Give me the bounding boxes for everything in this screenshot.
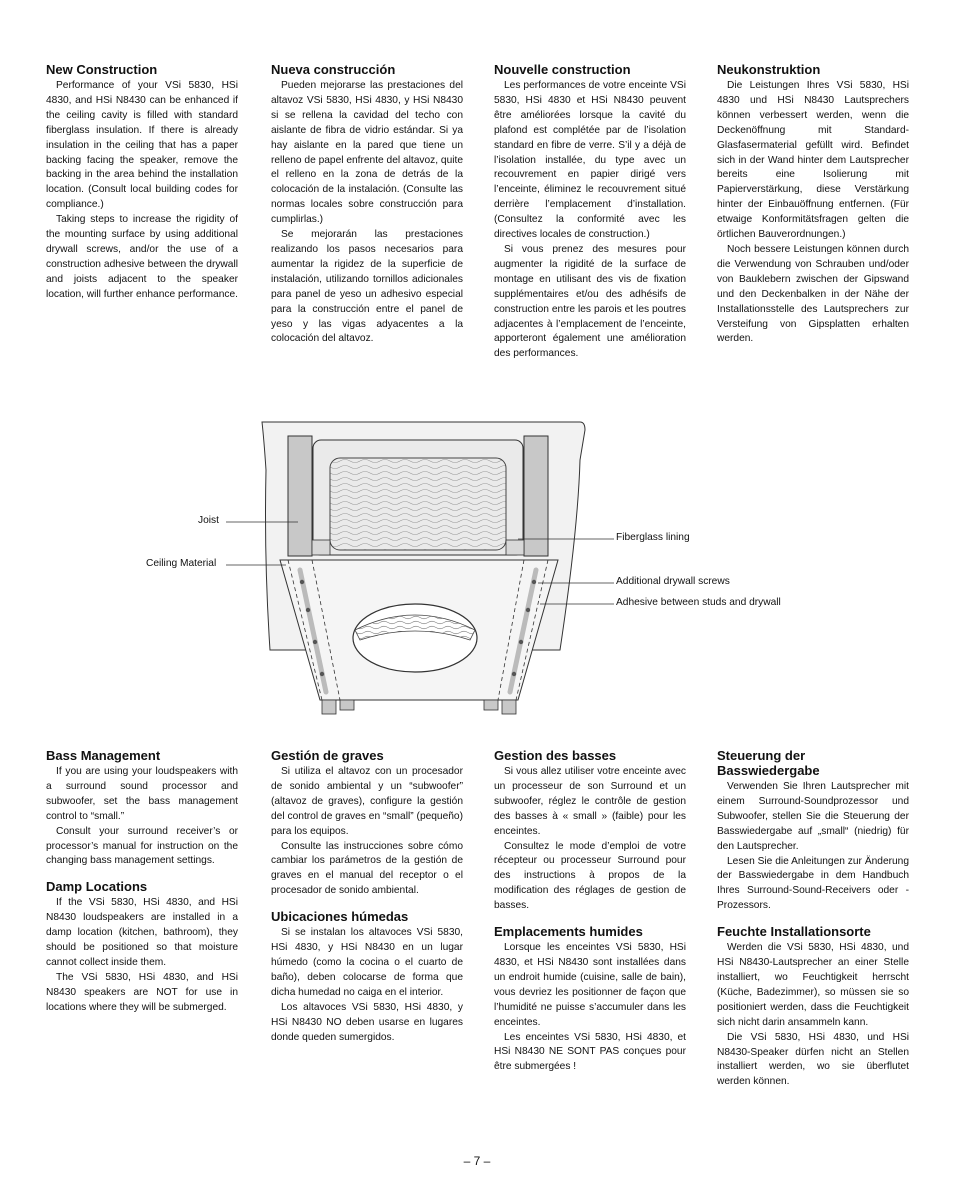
section-title: Feuchte Installationsorte: [717, 924, 871, 940]
paragraph: Si utiliza el altavoz con un procesador de sonido ambiental y un “subwoofer” (altavoz de graves), configure la gestión del control de graves en “small” (pequeño) para los equipos.: [271, 766, 463, 837]
section-bass-management-es: [271, 748, 463, 899]
column-bottom-es: [271, 748, 463, 1045]
paragraph: Verwenden Sie Ihren Lautsprecher mit einem Surround-Soundprozessor und Subwoofer, stellen Sie die Steuerung der Basswiedergabe auf „small“ (niedrig) für den Lautsprecher.: [717, 781, 909, 852]
installation-diagram: [140, 410, 820, 730]
section-new-construction-de: [717, 62, 909, 347]
column-bottom-de: [717, 748, 909, 1090]
section-title: Ubicaciones húmedas: [271, 909, 409, 925]
section-bass-management-fr: [494, 748, 686, 914]
section-new-construction-es: [271, 62, 463, 347]
section-damp-locations-fr: [494, 924, 686, 1075]
paragraph: Lorsque les enceintes VSi 5830, HSi 4830, et HSi N8430 sont installées dans un endroit humide (cuisine, salle de bain), vous devriez les positionner de façon que l’humidité ne puisse s’accumuler dans les enceintes.: [494, 942, 686, 1028]
section-bass-management-en: [46, 748, 238, 869]
section-title: Nouvelle construction: [494, 62, 631, 77]
paragraph: Les performances de votre enceinte VSi 5830, HSi 4830 et HSi N8430 peuvent être améliorées lorsque la cavité du plafond est complétée par de l’isolation standard en fibre de verre. S’il y a déjà de l’isolation installée, du type avec un recouvrement en papier dirigé vers l’enceinte, éliminez le recouvrement situé derrière l’emplacement d’installation. (Consultez la conformité avec les directives locales de construction.): [494, 80, 686, 241]
fiberglass-lining: [330, 458, 506, 550]
paragraph: If the VSi 5830, HSi 4830, and HSi N8430 loudspeakers are installed in a damp location (kitchen, bathroom), they should be positioned so that moisture cannot collect inside them.: [46, 897, 238, 968]
paragraph: Si vous prenez des mesures pour augmenter la rigidité de la surface de montage en utilisant des vis de fixation supplémentaires et/ou des adhésifs de construction entre les parois et les poutres adjacentes à l’emplacement de l’enceinte, apporteront également une amélioration des performances.: [494, 243, 686, 360]
paragraph: Consulte las instrucciones sobre cómo cambiar los parámetros de la gestión de graves en el manual del receptor o el procesador de sonido ambiental.: [271, 840, 463, 897]
section-title: Nueva construcción: [271, 62, 396, 77]
section-title: New Construction: [46, 62, 158, 77]
section-damp-locations-de: [717, 924, 909, 1090]
section-bass-management-de: [717, 748, 909, 914]
installation-diagram-drawing: [140, 410, 820, 730]
paragraph: The VSi 5830, HSi 4830, and HSi N8430 speakers are NOT for use in locations where they will be submerged.: [46, 971, 238, 1013]
column-bottom-fr: [494, 748, 686, 1075]
column-bottom-en: [46, 748, 238, 1016]
section-title: Gestion des basses: [494, 748, 617, 763]
label-drywall-screws: Additional drywall screws: [616, 576, 730, 587]
section-damp-locations-es: [271, 909, 463, 1045]
label-ceiling-material: Ceiling Material: [146, 558, 217, 569]
paragraph: Los altavoces VSi 5830, HSi 4830, y HSi N8430 NO deben usarse en lugares donde queden sumergidos.: [271, 1001, 463, 1043]
paragraph: Se mejorarán las prestaciones realizando los pasos necesarios para aumentar la rigidez de la superficie de instalación, utilizando tornillos adicionales para panel de yeso un adhesivo especial para la construcción entre el panel de yeso y las vigas adyacentes a la colocación del altavoz.: [271, 229, 463, 345]
paragraph: Performance of your VSi 5830, HSi 4830, and HSi N8430 can be enhanced if the ceiling cavity is filled with standard fiberglass insulation. If there is already insulation in the ceiling that has a paper backing facing the speaker, remove the backing in the area behind the installation location. (Consult local building codes for compliance.): [46, 80, 238, 211]
paragraph: Lesen Sie die Anleitungen zur Änderung der Basswiedergabe in dem Handbuch Ihres Surround-Sound-Receivers oder -Prozessors.: [717, 855, 909, 912]
paragraph: Les enceintes VSi 5830, HSi 4830, et HSi N8430 NE SONT PAS conçues pour être submergées !: [494, 1031, 686, 1073]
paragraph: Die VSi 5830, HSi 4830, und HSi N8430-Speaker dürfen nicht an Stellen installiert werden, wo sie überflutet werden können.: [717, 1031, 909, 1088]
paragraph: Consult your surround receiver’s or processor’s manual for instruction on the changing bass management settings.: [46, 825, 238, 867]
paragraph: Pueden mejorarse las prestaciones del altavoz VSi 5830, HSi 4830, y HSi N8430 si se rellena la cavidad del techo con aislante de fibra de vidrio estándar. Si ya hay aislante en la pared que tiene un relleno de papel enfrente del altavoz, quite el relleno en la zona de detrás de la colocación de la instalación. (Consulte las normas locales sobre construcción para cumplirlas.): [271, 80, 464, 226]
section-damp-locations-en: [46, 879, 238, 1015]
label-adhesive: Adhesive between studs and drywall: [616, 597, 781, 608]
speaker-opening: [353, 604, 477, 672]
section-title: Gestión de graves: [271, 748, 384, 763]
paragraph: Werden die VSi 5830, HSi 4830, und HSi N8430-Lautsprecher an einer Stelle installiert, wo Feuchtigkeit herrscht (Küche, Badezimmer), so müssen sie so positioniert werden, dass die Feuchtigkeit sich nicht darin ansammeln kann.: [717, 942, 909, 1028]
page-number: – 7 –: [463, 1154, 491, 1168]
paragraph: If you are using your loudspeakers with a surround sound processor and subwoofer, set the bass management control to “small.”: [46, 766, 238, 822]
section-title: Damp Locations: [46, 879, 148, 895]
paragraph: Si vous allez utiliser votre enceinte avec un processeur de son Surround et un subwoofer, réglez le contrôle de gestion des basses à « small » (faible) pour les enceintes.: [494, 766, 686, 837]
joist-right: [524, 436, 548, 556]
section-title: Emplacements humides: [494, 924, 643, 940]
section-title: Steuerung der Basswiedergabe: [717, 748, 820, 778]
label-fiberglass-lining: Fiberglass lining: [616, 532, 690, 543]
section-new-construction-en: [46, 62, 238, 303]
paragraph: Consultez le mode d’emploi de votre récepteur ou processeur Surround pour des instructions à propos de la modification des réglages de gestion de basses.: [494, 840, 686, 912]
paragraph: Taking steps to increase the rigidity of the mounting surface by using additional drywall screws, and/or the use of a construction adhesive between the drywall and joists adjacent to the speaker location, will further enhance performance.: [46, 214, 238, 300]
joist-left: [288, 436, 312, 556]
paragraph: Noch bessere Leistungen können durch die Verwendung von Schrauben und/oder von Bauklebern zwischen der Gipswand und den Deckenbalken in der Nähe der Installationsstelle des Lautsprechers zur Versteifung von Gipsplatten erhalten werden.: [717, 243, 909, 345]
section-title: Bass Management: [46, 748, 161, 763]
section-title: Neukonstruktion: [717, 62, 821, 77]
paragraph: Die Leistungen Ihres VSi 5830, HSi 4830 und HSi N8430 Lautsprechers können verbessert werden, wenn die Deckenöffnung mit Standard-Glasfasermaterial gefüllt wird. Befindet sich in der Wand hinter dem Lautsprecher bereits eine Isolierung mit Papierverstärkung, diese Verstärkung hinter der Einbauöffnung entfernen. (Für etwaige Konformitätsfragen gelten die örtlichen Bauverordnungen.): [717, 80, 909, 241]
paragraph: Si se instalan los altavoces VSi 5830, HSi 4830, y HSi N8430 en un lugar húmedo (como la cocina o el cuarto de baño), deben colocarse de forma que dicha humedad no caiga en el interior.: [271, 927, 463, 998]
section-new-construction-fr: [494, 62, 686, 362]
label-joist: Joist: [198, 515, 219, 526]
